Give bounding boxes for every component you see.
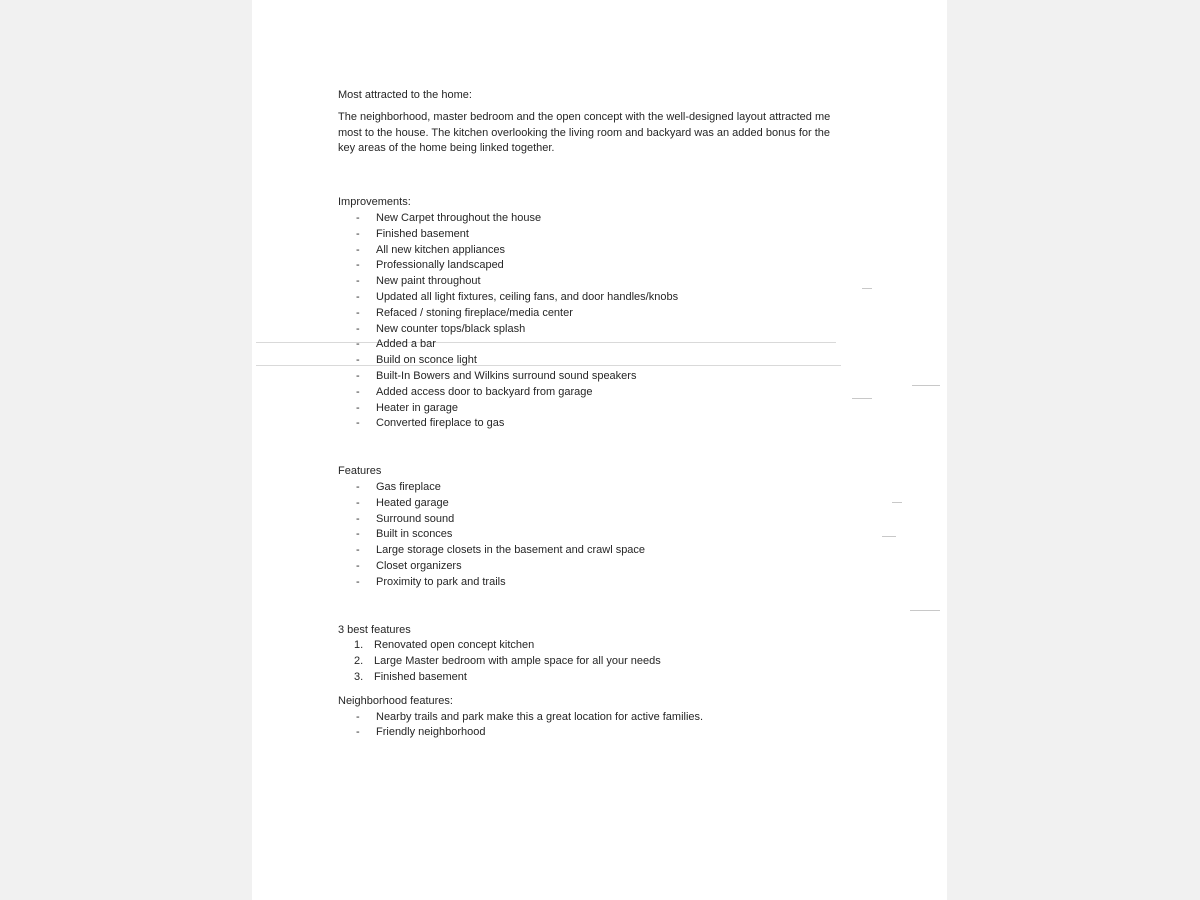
list-item-text: Professionally landscaped bbox=[376, 259, 504, 272]
section-heading: Features bbox=[338, 465, 382, 478]
neighborhood-list bbox=[338, 710, 848, 742]
list-item-text: All new kitchen appliances bbox=[376, 243, 506, 256]
dash-bullet: - bbox=[356, 227, 360, 240]
improvements-list bbox=[338, 211, 848, 432]
section-best-features bbox=[338, 623, 848, 686]
scan-speck bbox=[912, 385, 940, 386]
list-item bbox=[338, 243, 848, 259]
list-item-text: Large Master bedroom with ample space for all your needs bbox=[374, 655, 661, 668]
document-page bbox=[252, 0, 947, 900]
dash-bullet: - bbox=[356, 496, 360, 509]
dash-bullet: - bbox=[356, 385, 360, 398]
list-item-text: Proximity to park and trails bbox=[376, 575, 506, 588]
list-item-text: Closet organizers bbox=[376, 559, 462, 572]
list-item bbox=[338, 227, 848, 243]
section-neighborhood bbox=[338, 694, 848, 741]
dash-bullet: - bbox=[356, 354, 360, 367]
list-item bbox=[338, 527, 848, 543]
list-item-text: Heater in garage bbox=[376, 401, 458, 414]
list-item-text: New Carpet throughout the house bbox=[376, 211, 542, 224]
section-improvements bbox=[338, 195, 848, 432]
list-item bbox=[338, 290, 848, 306]
list-item bbox=[338, 638, 848, 654]
list-item bbox=[338, 416, 848, 432]
scan-speck bbox=[852, 398, 872, 399]
list-item-text: Large storage closets in the basement and crawl space bbox=[376, 544, 646, 557]
list-item-text: Refaced / stoning fireplace/media center bbox=[376, 306, 573, 319]
list-item-text: Added access door to backyard from garage bbox=[376, 385, 593, 398]
document-content bbox=[338, 88, 848, 741]
dash-bullet: - bbox=[356, 417, 360, 430]
list-item-text: New paint throughout bbox=[376, 275, 481, 288]
list-number: 3. bbox=[354, 670, 364, 683]
list-item-text: New counter tops/black splash bbox=[376, 322, 526, 335]
section-heading: Improvements: bbox=[338, 196, 411, 209]
list-item bbox=[338, 496, 848, 512]
scan-speck bbox=[892, 502, 902, 503]
section-heading: Most attracted to the home: bbox=[338, 89, 472, 101]
section-heading: 3 best features bbox=[338, 623, 411, 636]
dash-bullet: - bbox=[356, 512, 360, 525]
dash-bullet: - bbox=[356, 338, 360, 351]
dash-bullet: - bbox=[356, 559, 360, 572]
list-item-text: Renovated open concept kitchen bbox=[374, 639, 535, 652]
dash-bullet: - bbox=[356, 710, 360, 723]
list-item bbox=[338, 401, 848, 417]
list-item bbox=[338, 322, 848, 338]
list-item-text: Heated garage bbox=[376, 496, 449, 509]
list-item-text: Finished basement bbox=[374, 670, 467, 683]
list-item-text: Nearby trails and park make this a great location for active families. bbox=[376, 710, 704, 723]
list-item-text: Gas fireplace bbox=[376, 480, 441, 493]
list-item-text: Build on sconce light bbox=[376, 354, 477, 367]
dash-bullet: - bbox=[356, 243, 360, 256]
list-item bbox=[338, 480, 848, 496]
list-item bbox=[338, 543, 848, 559]
list-item bbox=[338, 654, 848, 670]
list-item bbox=[338, 575, 848, 591]
section-attracted bbox=[338, 88, 848, 157]
list-number: 1. bbox=[354, 639, 364, 652]
scan-speck bbox=[910, 610, 940, 611]
list-item bbox=[338, 710, 848, 726]
dash-bullet: - bbox=[356, 322, 360, 335]
list-item bbox=[338, 353, 848, 369]
dash-bullet: - bbox=[356, 575, 360, 588]
dash-bullet: - bbox=[356, 401, 360, 414]
list-item bbox=[338, 725, 848, 741]
dash-bullet: - bbox=[356, 528, 360, 541]
list-item-text: Finished basement bbox=[376, 227, 469, 240]
dash-bullet: - bbox=[356, 544, 360, 557]
list-item bbox=[338, 306, 848, 322]
list-item-text: Built-In Bowers and Wilkins surround sound speakers bbox=[376, 369, 637, 382]
list-item-text: Updated all light fixtures, ceiling fans, and door handles/knobs bbox=[376, 290, 679, 303]
dash-bullet: - bbox=[356, 259, 360, 272]
scan-speck bbox=[862, 288, 872, 289]
list-item-text: Surround sound bbox=[376, 512, 455, 525]
section-heading: Neighborhood features: bbox=[338, 694, 453, 707]
list-item bbox=[338, 369, 848, 385]
dash-bullet: - bbox=[356, 290, 360, 303]
list-item bbox=[338, 670, 848, 686]
list-item bbox=[338, 385, 848, 401]
list-item bbox=[338, 337, 848, 353]
dash-bullet: - bbox=[356, 275, 360, 288]
list-item-text: Friendly neighborhood bbox=[376, 726, 486, 739]
list-item-text: Added a bar bbox=[376, 338, 436, 351]
list-item bbox=[338, 559, 848, 575]
list-item-text: Converted fireplace to gas bbox=[376, 417, 505, 430]
dash-bullet: - bbox=[356, 211, 360, 224]
list-item bbox=[338, 274, 848, 290]
dash-bullet: - bbox=[356, 726, 360, 739]
list-number: 2. bbox=[354, 655, 364, 668]
best-features-list bbox=[338, 638, 848, 685]
features-list bbox=[338, 480, 848, 591]
scan-speck bbox=[882, 536, 896, 537]
list-item bbox=[338, 258, 848, 274]
dash-bullet: - bbox=[356, 306, 360, 319]
dash-bullet: - bbox=[356, 480, 360, 493]
section-paragraph: The neighborhood, master bedroom and the open concept with the well-designed layout attracted me most to the house. The kitchen overlooking the living room and backyard was an added bonus for the key areas of the home being linked together. bbox=[338, 110, 831, 155]
list-item-text: Built in sconces bbox=[376, 528, 453, 541]
list-item bbox=[338, 512, 848, 528]
list-item bbox=[338, 211, 848, 227]
section-features bbox=[338, 464, 848, 590]
dash-bullet: - bbox=[356, 369, 360, 382]
